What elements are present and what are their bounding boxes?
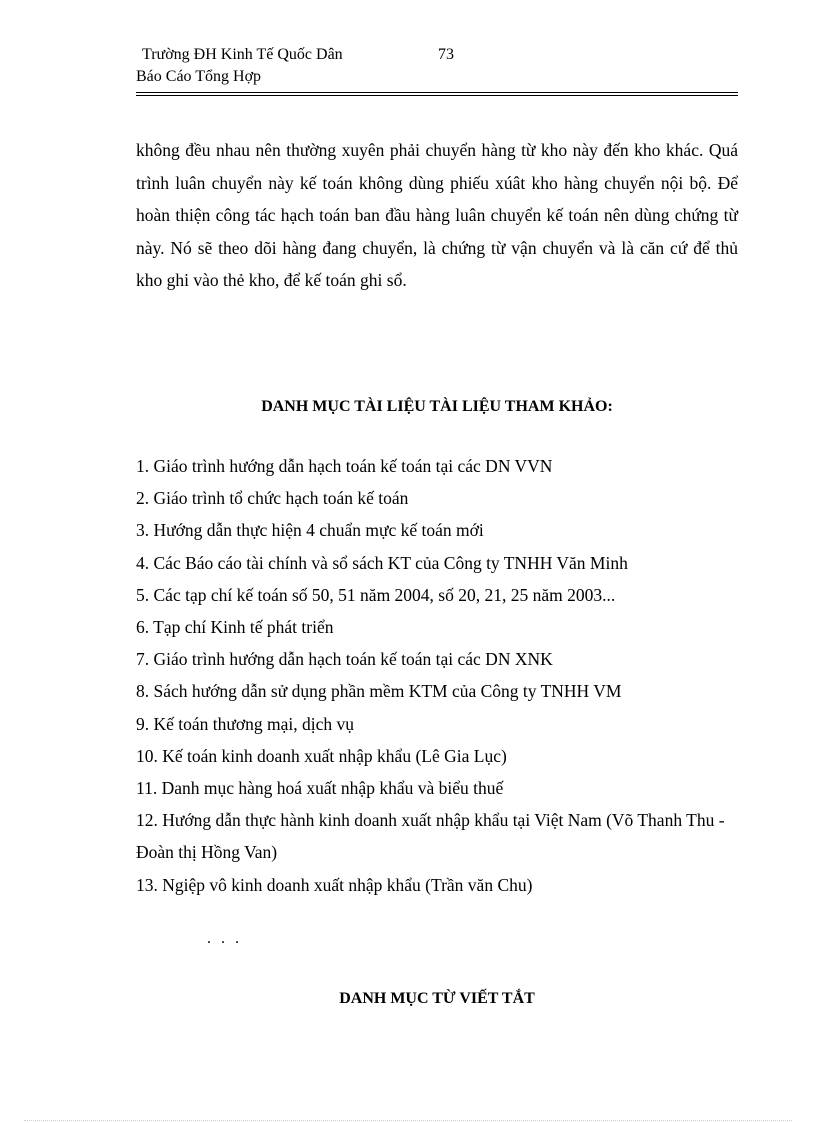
reference-item: 8. Sách hướng dẫn sử dụng phần mềm KTM của Công ty TNHH VM bbox=[136, 681, 622, 702]
reference-item: 5. Các tạp chí kế toán số 50, 51 năm 2004, số 20, 21, 25 năm 2003... bbox=[136, 584, 616, 605]
reference-list bbox=[136, 450, 738, 901]
continuation-ellipsis: . . . bbox=[207, 930, 242, 947]
intro-paragraph: không đều nhau nên thường xuyên phải chuyển hàng từ kho này đến kho khác. Quá trình luân chuyển này kế toán không dùng phiếu xúât kho hàng chuyển nội bộ. Để hoàn thiện công tác hạch toán ban đầu hàng luân chuyển kế toán nên dùng chứng từ này. Nó sẽ theo dõi hàng đang chuyển, là chứng từ vận chuyển và là căn cứ để thủ kho ghi vào thẻ kho, để kế toán ghi sổ. bbox=[136, 140, 738, 290]
header-divider bbox=[136, 92, 738, 93]
header-school: Trường ĐH Kinh Tế Quốc Dân bbox=[142, 46, 343, 63]
page-number: 73 bbox=[438, 46, 454, 63]
reference-item: 1. Giáo trình hướng dẫn hạch toán kế toán tại các DN VVN bbox=[136, 456, 553, 476]
reference-item: 13. Ngiệp vô kinh doanh xuất nhập khẩu (Trần văn Chu) bbox=[136, 874, 533, 895]
reference-item: 9. Kế toán thương mại, dịch vụ bbox=[136, 713, 355, 734]
references-title: DANH MỤC TÀI LIỆU TÀI LIỆU THAM KHẢO: bbox=[261, 398, 613, 415]
reference-item: 7. Giáo trình hướng dẫn hạch toán kế toán tại các DN XNK bbox=[136, 649, 553, 670]
reference-item: 2. Giáo trình tổ chức hạch toán kế toán bbox=[136, 488, 409, 509]
page-header bbox=[136, 44, 738, 96]
abbreviations-title: DANH MỤC TỪ VIẾT TẮT bbox=[339, 990, 535, 1007]
page-bottom-border bbox=[24, 1120, 792, 1121]
reference-item: 3. Hướng dẫn thực hiện 4 chuẩn mực kế toán mới bbox=[136, 520, 484, 541]
reference-item: 4. Các Báo cáo tài chính và sổ sách KT của Công ty TNHH Văn Minh bbox=[136, 552, 628, 573]
reference-item: 10. Kế toán kinh doanh xuất nhập khẩu (Lê Gia Lục) bbox=[136, 745, 507, 766]
reference-item: 6. Tạp chí Kinh tế phát triển bbox=[136, 617, 334, 638]
header-divider-double bbox=[136, 95, 738, 96]
reference-item: 12. Hướng dẫn thực hành kinh doanh xuất nhập khẩu tại Việt Nam (Võ Thanh Thu - Đoàn thị Hồng Van) bbox=[136, 810, 725, 863]
reference-item: 11. Danh mục hàng hoá xuất nhập khẩu và biểu thuế bbox=[136, 778, 504, 799]
header-report-title: Báo Cáo Tổng Hợp bbox=[136, 68, 262, 85]
